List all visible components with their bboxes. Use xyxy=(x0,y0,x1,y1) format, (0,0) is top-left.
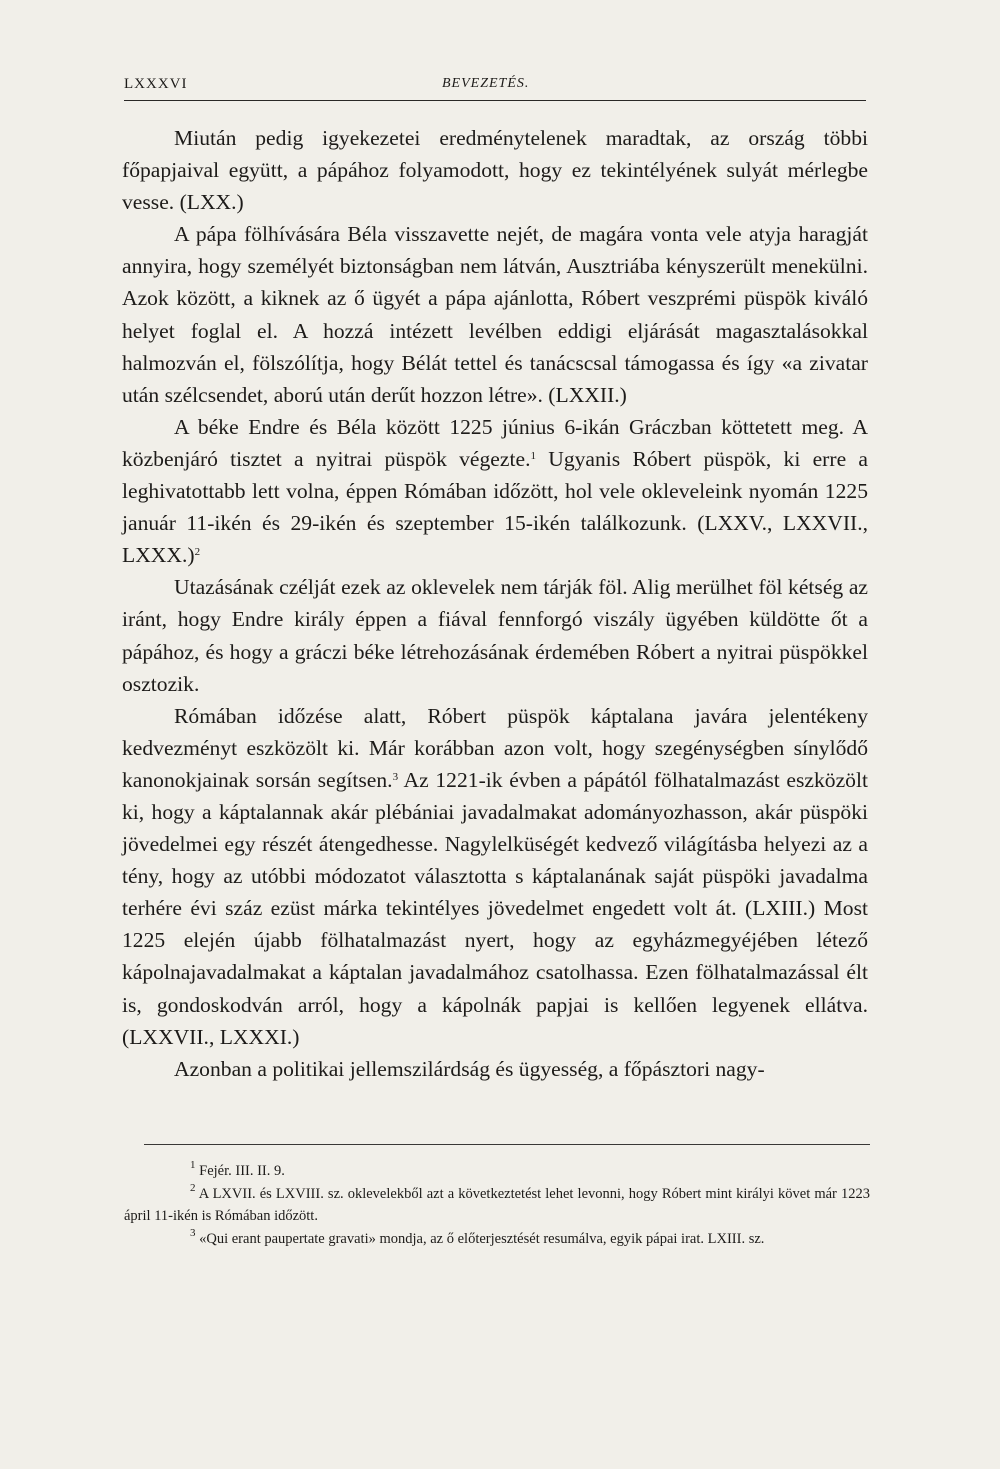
footnote-mark: 1 xyxy=(190,1159,196,1171)
footnote-text: «Qui erant paupertate gravati» mondja, az ő előterjesztését resumálva, egyik pápai irat. LXIII. sz. xyxy=(199,1230,765,1247)
paragraph xyxy=(122,411,868,571)
paragraph-text: Az 1221-ik évben a pápától fölhatalmazást eszközölt ki, hogy a káptalannak akár plébániai javadalmakat adományozhasson, akár püspöki jövedelmei egy részét átengedhesse. Nagylelküségét kedvező világításba helyezi az a tény, hogy az utóbbi módozatot választotta s káptalanának saját püspöki javadalma terhére évi száz ezüst márka tekintélyes jövedelmet engedett volt át. (LXIII.) Most 1225 elején újabb fölhatalmazást nyert, hogy az egyházmegyéjében létező kápolnajavadalmakat a káptalan javadalmához csatolhassa. Ezen fölhatalmazással élt is, gondoskodván arról, hogy a kápolnák papjai is kellően legyenek ellátva. (LXXVII., LXXXI.) xyxy=(122,767,868,1049)
paragraph-text: A béke Endre és Béla között 1225 június 6-ikán Gráczban köttetett meg. A közbenjáró tisztet a nyitrai püspök végezte. xyxy=(122,414,868,471)
footnote xyxy=(124,1160,870,1183)
footnote-mark: 2 xyxy=(190,1181,196,1194)
footnote xyxy=(124,1183,870,1228)
footnote xyxy=(124,1228,870,1251)
paragraph: Utazásának czélját ezek az oklevelek nem tárják föl. Alig merülhet föl kétség az iránt, hogy Endre király éppen a fiával fennforgó viszály ügyében küldötte őt a pápához, és hogy a gráczi béke létrehozásának érdemében Róbert a nyitrai püspökkel osztozik. xyxy=(122,575,868,696)
paragraph: Azonban a politikai jellemszilárdság és ügyesség, a főpásztori nagy- xyxy=(174,1056,765,1081)
footnote-text: A LXVII. és LXVIII. sz. oklevelekből azt a következtetést lehet levonni, hogy Róbert mint királyi követ már 1223 ápril 11-ikén is Rómában időzött. xyxy=(124,1185,870,1225)
paragraph-text: Ugyanis Róbert püspök, ki erre a leghivatottabb lett volna, éppen Rómában időzött, hol vele okleveleink nyomán 1225 január 11-ikén és 29-ikén és szeptember 15-ikén találkozunk. (LXXV., LXXVII., LXXX.) xyxy=(122,446,868,568)
body-text xyxy=(122,122,868,1085)
page-number: LXXXVI xyxy=(124,76,188,92)
footnote-divider xyxy=(144,1144,870,1145)
footnote-ref: 1 xyxy=(530,449,536,462)
footnote-ref: 3 xyxy=(392,770,399,783)
footnotes xyxy=(124,1160,870,1250)
paragraph: A pápa fölhívására Béla visszavette nejét, de magára vonta vele atyja haragját annyira, hogy személyét biztonságban nem látván, Ausztriába kényszerült menekülni. Azok között, a kiknek az ő ügyét a pápa ajánlotta, Róbert veszprémi püspök kiváló helyet foglal el. A hozzá intézett levélben eddigi eljárását magasztalásokkal halmozván el, fölszólítja, hogy Bélát tettel és tanácscsal támogassa és így «a zivatar után szélcsendet, aború után derűt hozzon létre». (LXXII.) xyxy=(122,222,868,407)
paragraph-text: Rómában időzése alatt, Róbert püspök káptalana javára jelentékeny kedvezményt eszközölt ki. Már korábban azon volt, hogy szegénységben sínylődő kanonokjainak sorsán segítsen. xyxy=(122,703,868,792)
running-head: BEVEZETÉS. xyxy=(442,76,530,91)
footnote-text: Fejér. III. II. 9. xyxy=(199,1163,285,1179)
footnote-ref: 2 xyxy=(194,546,201,559)
page-header xyxy=(124,74,866,101)
paragraph xyxy=(122,700,868,1053)
paragraph: Miután pedig igyekezetei eredménytelenek maradtak, az ország többi főpapjaival együtt, a pápához folyamodott, hogy ez tekintélyének sulyát mérlegbe vesse. (LXX.) xyxy=(122,126,868,215)
footnote-mark: 3 xyxy=(190,1226,196,1239)
